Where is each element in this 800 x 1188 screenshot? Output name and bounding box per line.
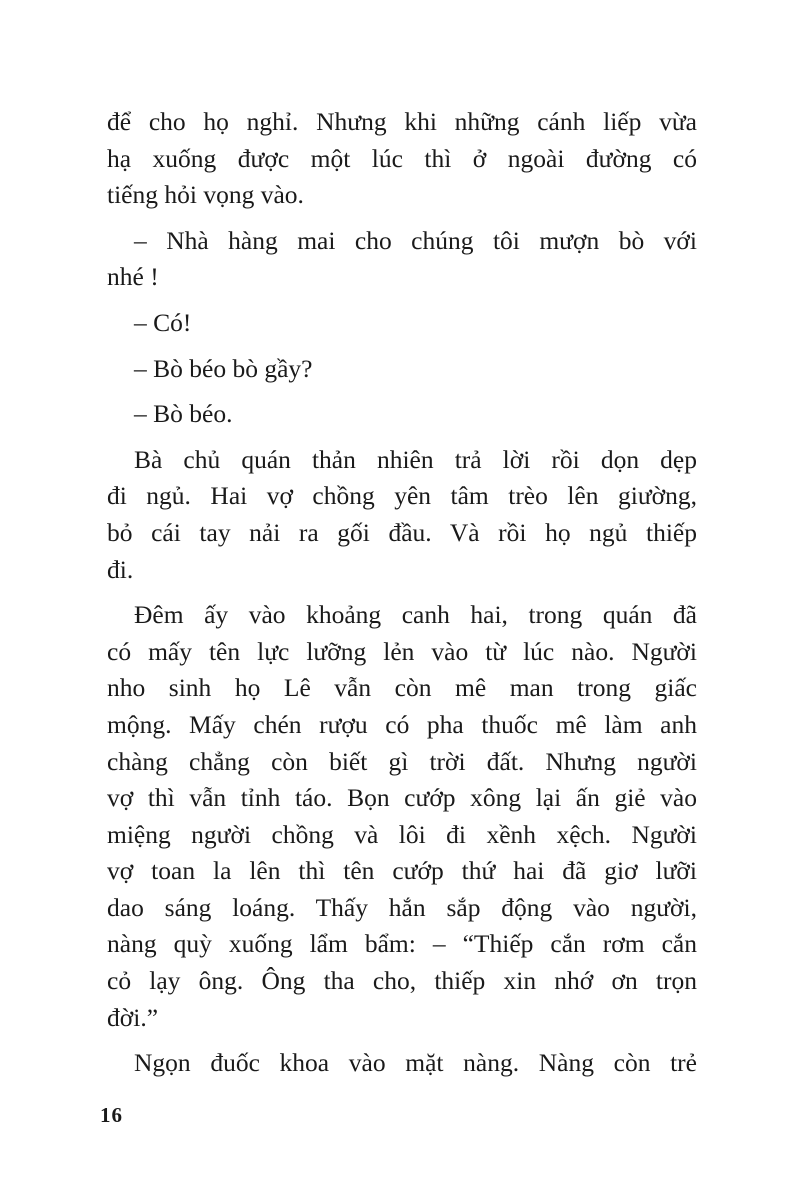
paragraph-7 (107, 597, 697, 1036)
text-line: – Bò béo bò gầy? (134, 353, 313, 383)
text-line: nho sinh họ Lê vẫn còn mê man trong giấc (107, 673, 697, 703)
page-number: 16 (100, 1103, 123, 1127)
paragraph-2 (107, 223, 697, 296)
text-line: bỏ cái tay nải ra gối đầu. Và rồi họ ngủ thiếp (107, 517, 697, 547)
text-line: Bà chủ quán thản nhiên trả lời rồi dọn dẹp (134, 444, 697, 474)
text-line: hạ xuống được một lúc thì ở ngoài đường có (107, 143, 697, 173)
text-line: – Có! (134, 307, 192, 337)
body-text (107, 104, 697, 1082)
text-line: – Nhà hàng mai cho chúng tôi mượn bò với (134, 225, 697, 255)
text-line: chàng chẳng còn biết gì trời đất. Nhưng người (107, 746, 697, 776)
paragraph-6 (107, 442, 697, 588)
text-line: có mấy tên lực lưỡng lẻn vào từ lúc nào. Người (107, 636, 697, 666)
text-line: đời.” (107, 1002, 159, 1032)
paragraph-5 (107, 396, 697, 433)
paragraph-8 (107, 1045, 697, 1082)
text-line: cỏ lạy ông. Ông tha cho, thiếp xin nhớ ơn trọn (107, 966, 697, 996)
text-line: dao sáng loáng. Thấy hắn sắp động vào người, (107, 892, 697, 922)
paragraph-4 (107, 351, 697, 388)
text-line: vợ toan la lên thì tên cướp thứ hai đã giơ lưỡi (107, 856, 697, 886)
paragraph-1 (107, 104, 697, 214)
text-line: mộng. Mấy chén rượu có pha thuốc mê làm anh (107, 709, 697, 739)
text-line: – Bò béo. (134, 399, 233, 429)
text-line: để cho họ nghỉ. Nhưng khi những cánh liếp vừa (107, 107, 697, 136)
text-line: đi ngủ. Hai vợ chồng yên tâm trèo lên giường, (107, 481, 697, 511)
text-line: vợ thì vẫn tỉnh táo. Bọn cướp xông lại ấn giẻ vào (107, 783, 697, 813)
text-line: Đêm ấy vào khoảng canh hai, trong quán đã (134, 600, 697, 630)
paragraph-3 (107, 305, 697, 342)
text-line: miệng người chồng và lôi đi xềnh xệch. Người (107, 819, 697, 849)
text-line: Ngọn đuốc khoa vào mặt nàng. Nàng còn trẻ (134, 1048, 697, 1078)
text-line: nhé ! (107, 262, 159, 292)
text-line: nàng quỳ xuống lẩm bẩm: – “Thiếp cắn rơm cắn (107, 929, 697, 959)
text-line: đi. (107, 554, 134, 584)
text-line: tiếng hỏi vọng vào. (107, 180, 304, 210)
